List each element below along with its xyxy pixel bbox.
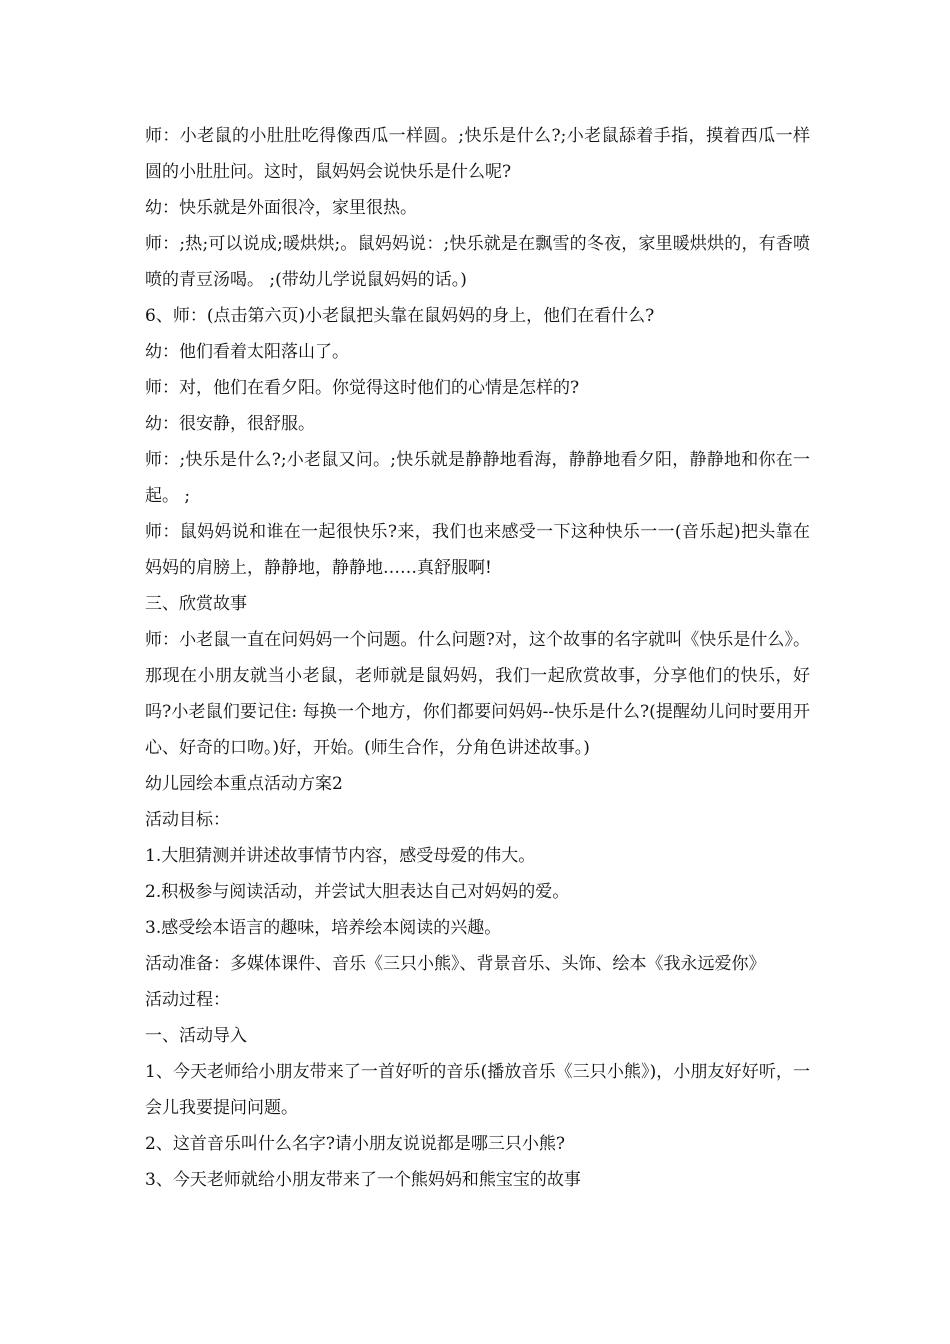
paragraph-6: 师：对，他们在看夕阳。你觉得这时他们的心情是怎样的?: [145, 378, 580, 398]
section-heading-3: 三、欣赏故事: [145, 594, 247, 614]
goal-item-1: 1.大胆猜测并讲述故事情节内容，感受母爱的伟大。: [145, 846, 536, 866]
paragraph-3: 师：;热;可以说成;暖烘烘;。鼠妈妈说：;快乐就是在飘雪的冬夜，家里暖烘烘的，有香喷喷的青豆汤喝。 ;(带幼儿学说鼠妈妈的话。): [145, 234, 810, 290]
paragraph-1: 师：小老鼠的小肚肚吃得像西瓜一样圆。;快乐是什么?;小老鼠舔着手指，摸着西瓜一样圆的小肚肚问。这时，鼠妈妈会说快乐是什么呢?: [145, 126, 810, 182]
paragraph-8: 师：;快乐是什么?;小老鼠又问。;快乐就是静静地看海，静静地看夕阳，静静地和你在一起。 ;: [145, 450, 810, 506]
paragraph-4: 6、师：(点击第六页)小老鼠把头靠在鼠妈妈的身上，他们在看什么?: [145, 306, 655, 326]
goal-item-2: 2.积极参与阅读活动，并尝试大胆表达自己对妈妈的爱。: [145, 882, 570, 902]
paragraph-5: 幼：他们看着太阳落山了。: [145, 342, 349, 362]
paragraph-2: 幼：快乐就是外面很冷，家里很热。: [145, 198, 417, 218]
process-item-2: 2、这首音乐叫什么名字?请小朋友说说都是哪三只小熊?: [145, 1134, 566, 1154]
paragraph-10: 师：小老鼠一直在问妈妈一个问题。什么问题?对，这个故事的名字就叫《快乐是什么》。那现在小朋友就当小老鼠，老师就是鼠妈妈，我们一起欣赏故事，分享他们的快乐，好吗?小老鼠们要记住: 每换一个地方，你们都要问妈妈--快乐是什么?(提醒幼儿问时要用开心、好奇的口吻。)好，开始。(师生合作，分角色讲述故事。): [145, 630, 810, 758]
paragraph-7: 幼：很安静，很舒服。: [145, 414, 315, 434]
activity-process-heading: 活动过程：: [145, 990, 230, 1010]
goal-item-3: 3.感受绘本语言的趣味，培养绘本阅读的兴趣。: [145, 918, 502, 938]
document-title-2: 幼儿园绘本重点活动方案2: [145, 774, 343, 794]
process-item-1: 1、今天老师给小朋友带来了一首好听的音乐(播放音乐《三只小熊》)，小朋友好好听，一会儿我要提问问题。: [145, 1062, 810, 1118]
document-body: [145, 118, 810, 1198]
process-item-3: 3、今天老师就给小朋友带来了一个熊妈妈和熊宝宝的故事: [145, 1170, 581, 1190]
activity-goals-heading: 活动目标：: [145, 810, 230, 830]
activity-preparation: 活动准备：多媒体课件、音乐《三只小熊》、背景音乐、头饰、绘本《我永远爱你》: [145, 954, 766, 974]
paragraph-9: 师：鼠妈妈说和谁在一起很快乐?来，我们也来感受一下这种快乐一一(音乐起)把头靠在妈妈的肩膀上，静静地，静静地……真舒服啊!: [145, 522, 810, 578]
section-heading-1: 一、活动导入: [145, 1026, 247, 1046]
